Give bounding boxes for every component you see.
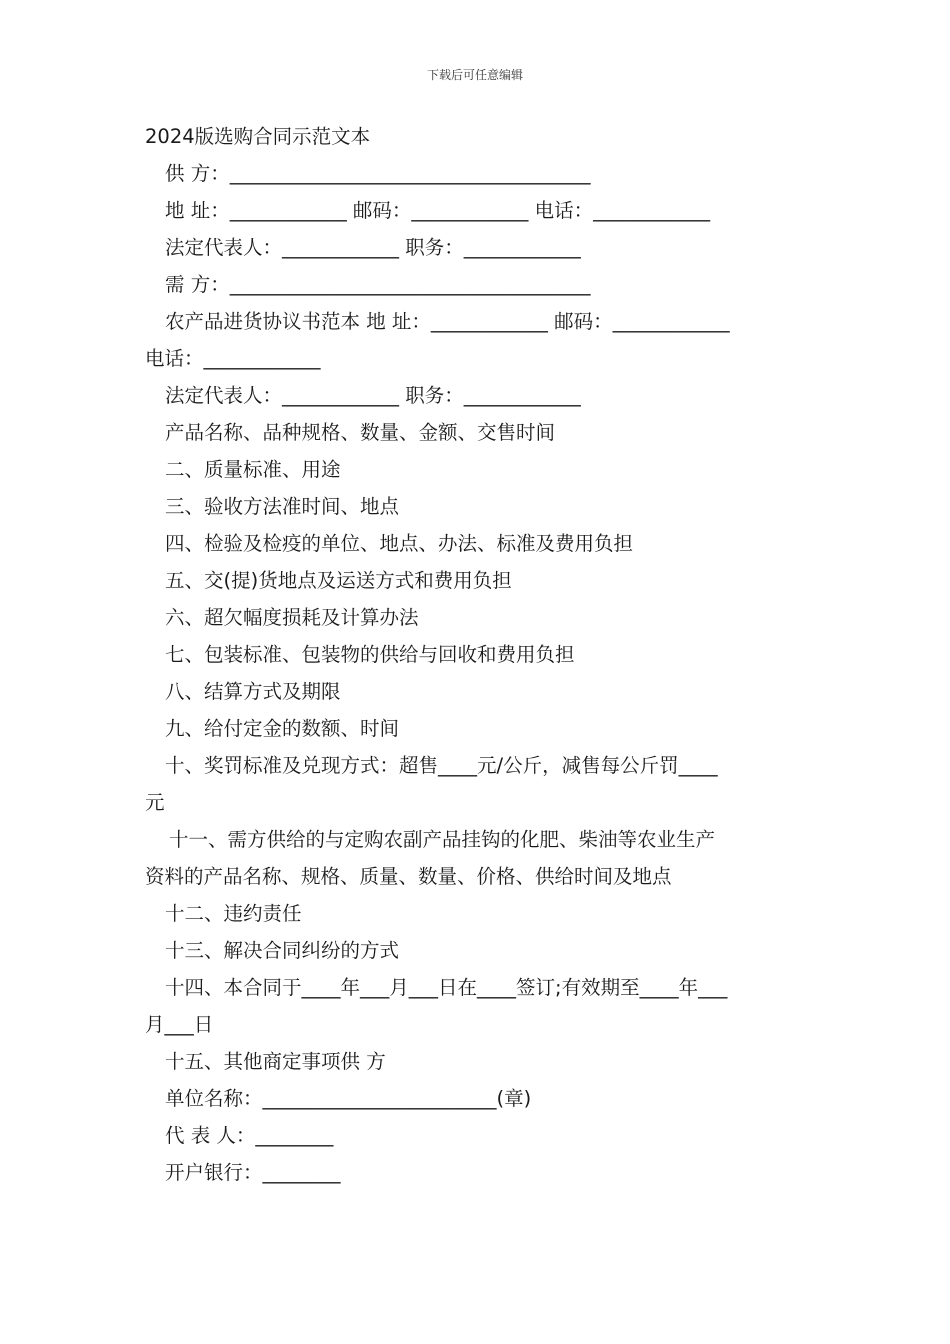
buyer-address-line: 农产品进货协议书范本 地 址：____________ 邮码：____________ [165, 310, 730, 333]
supplier-address-line: 地 址：____________ 邮码：____________ 电话：____________ [165, 199, 711, 222]
supplier-representative-line: 法定代表人：____________ 职务：____________ [165, 236, 581, 259]
clause-3: 三、验收方法准时间、地点 [165, 495, 400, 518]
bank-line: 开户银行：________ [165, 1161, 341, 1184]
unit-name-line: 单位名称：________________________(章) [165, 1087, 532, 1110]
clause-14-continued: 月___日 [145, 1013, 214, 1036]
clause-11: 十一、需方供给的与定购农副产品挂钩的化肥、柴油等农业生产 [169, 828, 716, 851]
document-body [145, 118, 810, 1191]
representative-line: 代 表 人：________ [165, 1124, 334, 1147]
clause-7: 七、包装标准、包装物的供给与回收和费用负担 [165, 643, 575, 666]
buyer-representative-line: 法定代表人：____________ 职务：____________ [165, 384, 581, 407]
page-header: 下载后可任意编辑 [426, 68, 523, 82]
clause-13: 十三、解决合同纠纷的方式 [165, 939, 400, 962]
clause-15: 十五、其他商定事项供 方 [165, 1050, 386, 1073]
clause-6: 六、超欠幅度损耗及计算办法 [165, 606, 419, 629]
buyer-phone-line: 电话：____________ [145, 347, 321, 370]
clause-9: 九、给付定金的数额、时间 [165, 717, 400, 740]
buyer-line: 需 方：_____________________________________ [165, 273, 591, 296]
clause-2: 二、质量标准、用途 [165, 458, 341, 481]
clause-11-continued: 资料的产品名称、规格、质量、数量、价格、供给时间及地点 [145, 865, 672, 888]
clause-12: 十二、违约责任 [165, 902, 302, 925]
clause-4: 四、检验及检疫的单位、地点、办法、标准及费用负担 [165, 532, 634, 555]
clause-10: 十、奖罚标准及兑现方式：超售____元/公斤，减售每公斤罚____ [165, 754, 718, 777]
clause-10-continued: 元 [145, 791, 165, 814]
clause-14: 十四、本合同于____年___月___日在____签订;有效期至____年___ [165, 976, 728, 999]
clause-5: 五、交(提)货地点及运送方式和费用负担 [165, 569, 512, 592]
document-title: 2024版选购合同示范文本 [145, 125, 371, 148]
clause-1: 产品名称、品种规格、数量、金额、交售时间 [165, 421, 556, 444]
clause-8: 八、结算方式及期限 [165, 680, 341, 703]
supplier-line: 供 方：_____________________________________ [165, 162, 591, 185]
